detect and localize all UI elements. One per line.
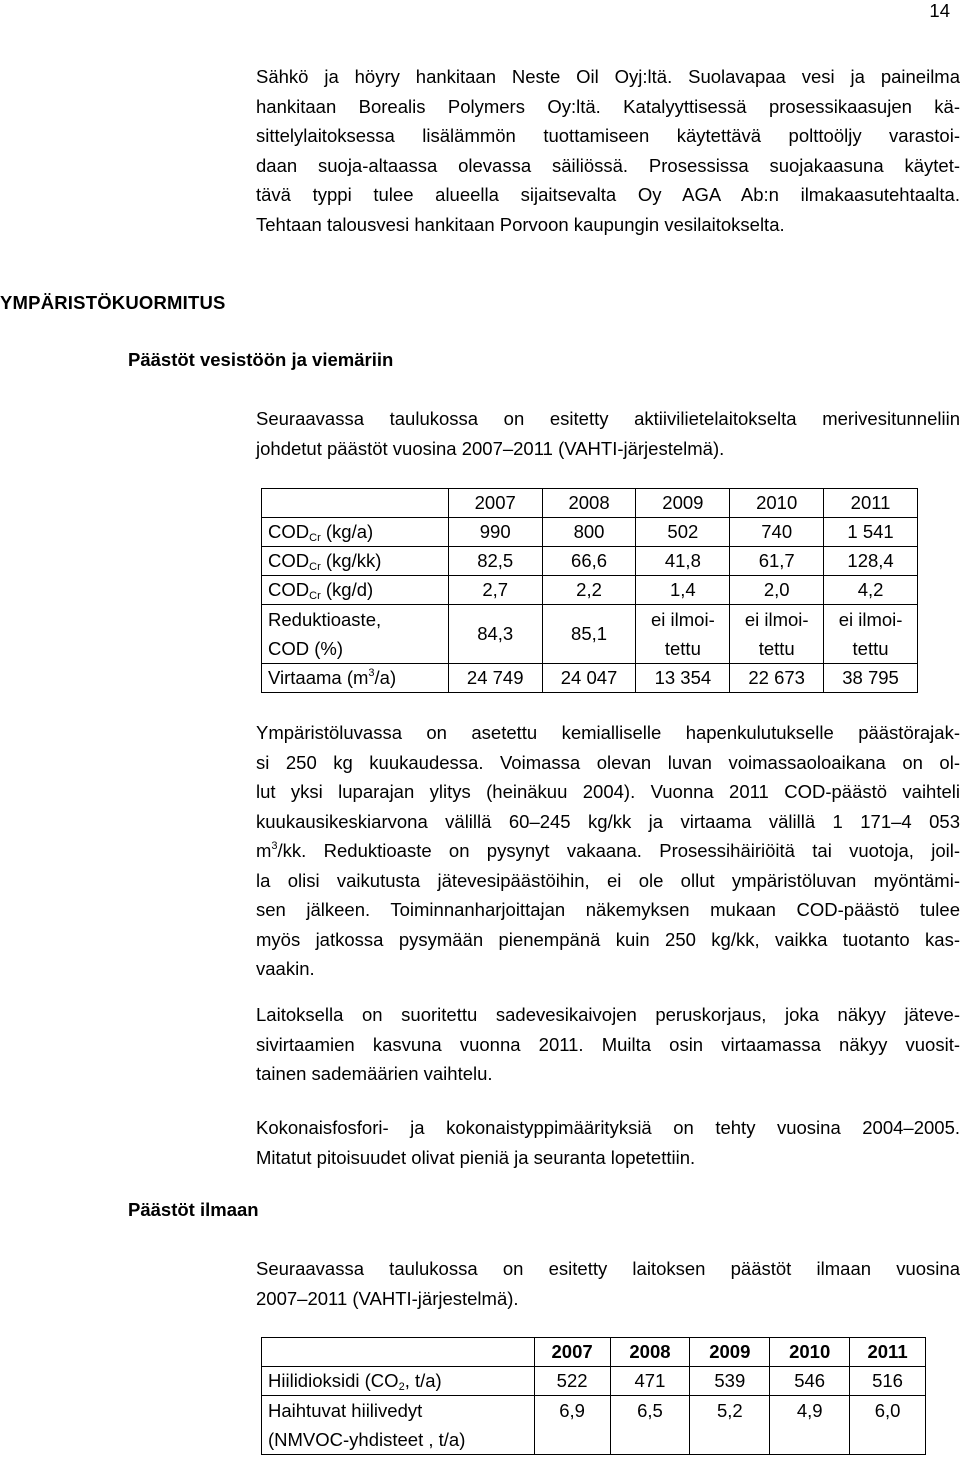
row-label [262,518,449,547]
table-cell: 471 [610,1367,690,1396]
text-line: tainen sademäärien vaihtelu. [256,1063,493,1084]
text-line: vaakin. [256,958,315,979]
text-line [256,836,960,866]
label-superscript: 3 [368,667,375,679]
label-line: Reduktioaste, [268,609,382,630]
year-header: 2007 [534,1338,610,1367]
table-cell: 24 047 [542,664,636,693]
year-header: 2007 [448,489,542,518]
table-cell: 38 795 [824,664,918,693]
cell-line: ei ilmoi- [744,609,809,630]
table-cell: 539 [690,1367,770,1396]
year-header: 2010 [770,1338,850,1367]
table-cell: 13 354 [636,664,730,693]
year-header: 2011 [824,489,918,518]
table-cell: 6,5 [610,1396,690,1455]
year-header: 2008 [610,1338,690,1367]
year-header: 2011 [850,1338,926,1367]
water-paragraph-1 [256,718,960,984]
table-cell: 6,0 [850,1396,926,1455]
table-row [262,1396,926,1455]
water-paragraph-3 [256,1113,960,1172]
cell-line: tettu [664,638,701,659]
line-rest: /kk. Reduktioaste on pysynyt vakaana. Prosessihäiriöitä tai vuotoja, joil- [277,840,960,861]
text-line: Seuraavassa taulukossa on esitetty aktiivilietelaitokselta merivesitunneliin [256,408,960,429]
label-main: Hiilidioksidi (CO [268,1370,399,1391]
table-cell: 6,9 [534,1396,610,1455]
table-cell [636,605,730,664]
table-cell: 1,4 [636,576,730,605]
table-cell: 502 [636,518,730,547]
text-line: lut yksi luparajan ylitys (heinäkuu 2004). Vuonna 2011 COD-päästö vaihteli [256,781,960,802]
text-line: Mitatut pitoisuudet olivat pieniä ja seuranta lopetettiin. [256,1146,696,1168]
table-cell [824,605,918,664]
label-main: COD [268,550,310,571]
table-corner-cell [262,489,449,518]
row-label [262,1396,535,1455]
text-line: 2007–2011 (VAHTI-järjestelmä). [256,1287,519,1309]
intro-paragraph [256,62,960,239]
label-subscript: Cr [309,532,321,544]
air-emissions-heading: Päästöt ilmaan [128,1199,259,1220]
text-line: si 250 kg kuukaudessa. Voimassa olevan luvan voimassaoloaikana on ol- [256,751,960,773]
unit-superscript: 3 [271,840,278,852]
table-cell: 24 749 [448,664,542,693]
label-main: COD [268,521,310,542]
row-label [262,576,449,605]
page-number: 14 [929,0,950,21]
table-row [262,518,918,547]
table-header-row [262,1338,926,1367]
label-subscript: Cr [309,561,321,573]
table-cell: 128,4 [824,547,918,576]
label-rest: (kg/kk) [320,550,382,571]
table-cell: 800 [542,518,636,547]
table-cell: 5,2 [690,1396,770,1455]
table-row [262,576,918,605]
year-header: 2008 [542,489,636,518]
year-header: 2010 [730,489,824,518]
table-cell: 2,7 [448,576,542,605]
label-subscript: 2 [398,1381,405,1393]
text-line: tävä typpi tulee alueella sijaitsevalta Oy AGA Ab:n ilmakaasutehtaalta. [256,184,960,205]
cell-line: ei ilmoi- [651,609,715,630]
table-cell: 546 [770,1367,850,1396]
table-cell: 66,6 [542,547,636,576]
table-cell: 2,2 [542,576,636,605]
table-cell: 22 673 [730,664,824,693]
label-subscript: Cr [309,590,321,602]
air-emissions-table [261,1337,926,1455]
cell-line: tettu [758,638,795,659]
label-line: Haihtuvat hiilivedyt [268,1400,423,1421]
table-row [262,1367,926,1396]
label-rest: (kg/a) [320,521,374,542]
text-line: Sähkö ja höyry hankitaan Neste Oil Oyj:ltä. Suolavapaa vesi ja paineilma [256,66,960,87]
water-paragraph-2 [256,1000,960,1089]
table-row [262,547,918,576]
text-line: Laitoksella on suoritettu sadevesikaivojen peruskorjaus, joka näkyy jäteve- [256,1004,960,1025]
water-emissions-table [261,488,918,693]
row-label [262,1367,535,1396]
water-emissions-heading: Päästöt vesistöön ja viemäriin [128,349,394,370]
table-cell: 82,5 [448,547,542,576]
text-line: Ympäristöluvassa on asetettu kemialliselle hapenkulutukselle päästörajak- [256,722,960,743]
table-cell: 84,3 [448,605,542,664]
text-line: sivirtaamien kasvuna vuonna 2011. Muilta osin virtaamassa näkyy vuosit- [256,1033,960,1055]
text-line: daan suoja-altaassa olevassa säiliössä. Prosessissa suojakaasuna käytet- [256,154,960,176]
year-header: 2009 [690,1338,770,1367]
cell-line: tettu [852,638,889,659]
table-cell: 85,1 [542,605,636,664]
text-line: Tehtaan talousvesi hankitaan Porvoon kaupungin vesilaitokselta. [256,213,785,235]
label-line: (NMVOC-yhdisteet , t/a) [268,1429,466,1450]
table-cell: 990 [448,518,542,547]
table-corner-cell [262,1338,535,1367]
row-label [262,547,449,576]
table-cell: 1 541 [824,518,918,547]
section-title: YMPÄRISTÖKUORMITUS [0,292,226,313]
text-line: sen jälkeen. Toiminnanharjoittajan näkemyksen mukaan COD-päästö tulee [256,899,960,920]
table-cell: 41,8 [636,547,730,576]
unit-m: m [256,840,272,861]
water-intro-paragraph [256,404,960,463]
text-line: kuukausikeskiarvona välillä 60–245 kg/kk ja virtaama välillä 1 171–4 053 [256,810,960,832]
year-header: 2009 [636,489,730,518]
label-line: COD (%) [268,638,344,659]
table-cell: 740 [730,518,824,547]
table-row [262,664,918,693]
cell-line: ei ilmoi- [838,609,903,630]
text-line: sittelylaitoksessa lisälämmön tuottamiseen käytettävä polttoöljy varastoi- [256,125,960,146]
label-rest: (kg/d) [320,579,374,600]
text-line: hankitaan Borealis Polymers Oy:ltä. Katalyyttisessä prosessikaasujen kä- [256,95,960,117]
table-cell: 61,7 [730,547,824,576]
label-main: COD [268,579,310,600]
label-rest: , t/a) [404,1370,442,1391]
text-line: la olisi vaikutusta jätevesipäästöihin, ei ole ollut ympäristöluvan myöntämi- [256,869,960,891]
label-main: Virtaama (m [268,667,369,688]
table-cell: 522 [534,1367,610,1396]
table-cell: 2,0 [730,576,824,605]
table-cell: 4,2 [824,576,918,605]
row-label [262,664,449,693]
text-line: Seuraavassa taulukossa on esitetty laitoksen päästöt ilmaan vuosina [256,1258,960,1279]
text-line: johdetut päästöt vuosina 2007–2011 (VAHTI-järjestelmä). [256,437,725,459]
air-intro-paragraph [256,1254,960,1313]
text-line: myös jatkossa pysymään pienempänä kuin 250 kg/kk, vaikka tuotanto kas- [256,928,960,950]
table-cell: 516 [850,1367,926,1396]
table-header-row [262,489,918,518]
table-row [262,605,918,664]
table-cell: 4,9 [770,1396,850,1455]
table-cell [730,605,824,664]
text-line: Kokonaisfosfori- ja kokonaistyppimäärityksiä on tehty vuosina 2004–2005. [256,1117,960,1138]
row-label [262,605,449,664]
label-rest: /a) [374,667,397,688]
